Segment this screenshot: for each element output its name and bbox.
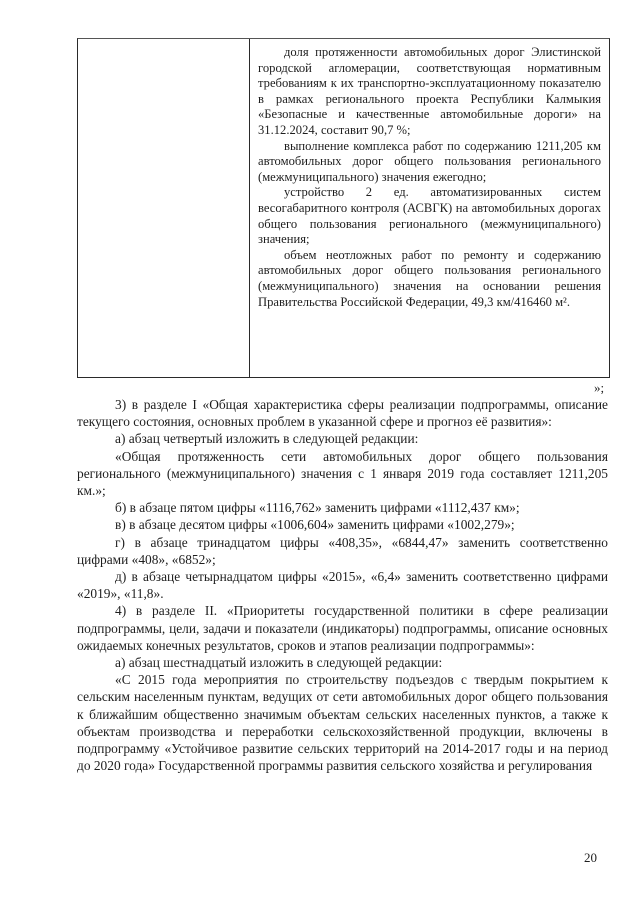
table-right-cell — [258, 45, 601, 310]
targets-table — [77, 38, 610, 378]
body-paragraph-7: д) в абзаце четырнадцатом цифры «2015», «6,4» заменить соответственно цифрами «2019», «11,8». — [77, 569, 608, 602]
table-paragraph-3: устройство 2 ед. автоматизированных систем весогабаритного контроля (АСВГК) на автомобильных дорогах общего пользования регионального (межмуниципального) значения; — [258, 185, 601, 247]
table-paragraph-2: выполнение комплекса работ по содержанию 1211,205 км автомобильных дорог общего пользования регионального (межмуниципального) значения ежегодно; — [258, 138, 601, 184]
body-paragraph-9: а) абзац шестнадцатый изложить в следующей редакции: — [115, 655, 443, 671]
body-paragraph-4: б) в абзаце пятом цифры «1116,762» заменить цифрами «1112,437 км»; — [115, 500, 520, 516]
body-paragraph-6: г) в абзаце тринадцатом цифры «408,35», «6844,47» заменить соответственно цифрами «408», «6852»; — [77, 534, 608, 567]
table-paragraph-4: объем неотложных работ по ремонту и содержанию автомобильных дорог общего пользования регионального (межмуниципального) значения на основании решения Правительства Российской Федерации, 49,3 км/416460 м². — [258, 247, 601, 309]
page-number: 20 — [584, 850, 597, 865]
body-paragraph-1: 3) в разделе I «Общая характеристика сферы реализации подпрограммы, описание текущего состояния, основных проблем в указанной сфере и прогноз её развития»: — [77, 397, 608, 430]
body-paragraph-5: в) в абзаце десятом цифры «1006,604» заменить цифрами «1002,279»; — [115, 517, 515, 533]
body-paragraph-2: а) абзац четвертый изложить в следующей редакции: — [115, 431, 419, 447]
document-body — [77, 396, 608, 774]
body-paragraph-10: «С 2015 года мероприятия по строительству подъездов с твердым покрытием к сельским населенным пунктам, ведущих от сети автомобильных дорог общего пользования к ближайшим общественно значимым объектам сельских населенных пунктов, а также к объектам производства и переработки сельскохозяйственной продукции, включены в подпрограмму «Устойчивое развитие сельских территорий на 2014-2017 годы и на период до 2020 года» Государственной программы развития сельского хозяйства и регулирования — [77, 672, 608, 774]
table-paragraph-1: доля протяженности автомобильных дорог Элистинской городской агломерации, соответствующая нормативным требованиям к их транспортно-эксплуатационному показателю в рамках регионального проекта Республики Калмыкия «Безопасные и качественные автомобильные дороги» на 31.12.2024, составит 90,7 %; — [258, 45, 601, 137]
table-column-divider — [249, 39, 250, 377]
table-closing-mark: »; — [594, 380, 605, 395]
body-paragraph-8: 4) в разделе II. «Приоритеты государственной политики в сфере реализации подпрограммы, цели, задачи и показатели (индикаторы) подпрограммы, описание основных ожидаемых конечных результатов, сроков и этапов реализации подпрограммы»: — [77, 603, 608, 653]
body-paragraph-3: «Общая протяженность сети автомобильных дорог общего пользования регионального (межмуниципального) значения с 1 января 2019 года составляет 1211,205 км.»; — [77, 448, 608, 499]
